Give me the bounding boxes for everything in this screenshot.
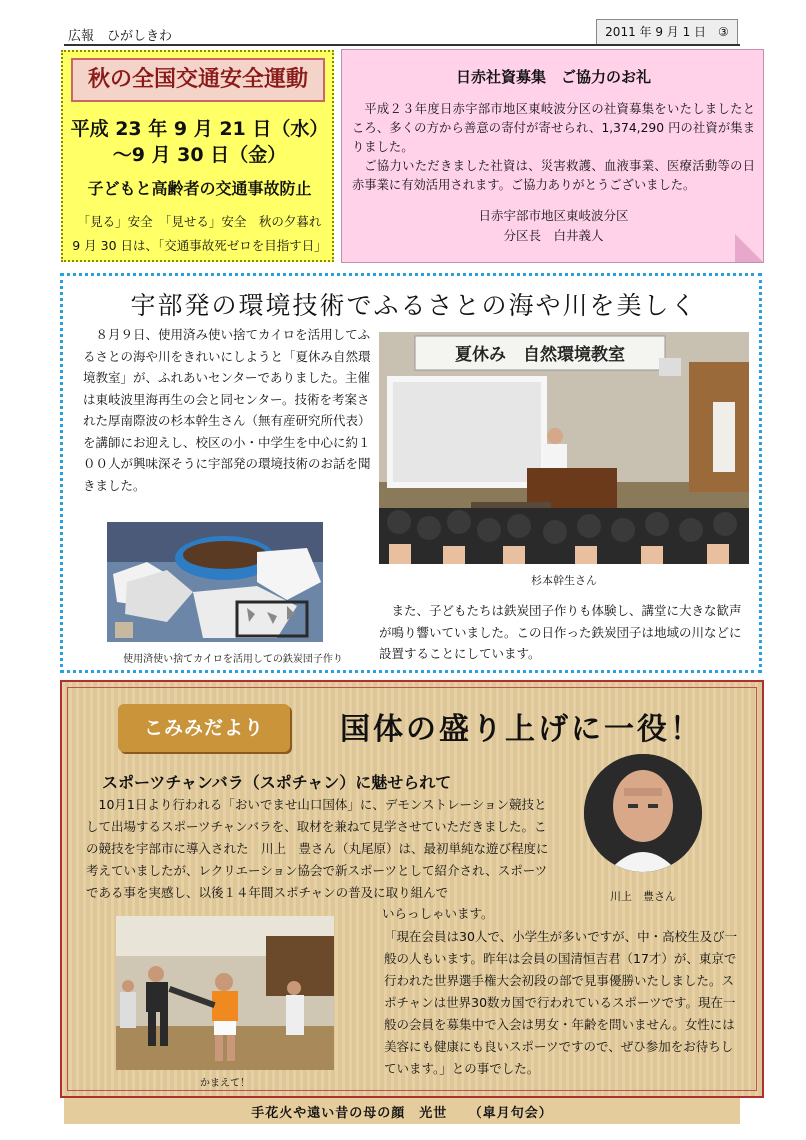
- community-badge: こみみだより: [118, 704, 290, 752]
- traffic-slogan: 子どもと高齢者の交通事故防止: [87, 179, 312, 198]
- header-divider: [64, 44, 740, 46]
- community-body-cont: いらっしゃいます。: [382, 906, 494, 921]
- red-cross-org: 日赤宇部市地区東岐波分区: [478, 208, 629, 223]
- traffic-safety-title: 秋の全国交通安全運動: [71, 58, 325, 102]
- issue-date: 2011 年 9 月 1 日 ③: [596, 19, 738, 45]
- sports-photo-caption: かまえて！: [200, 1078, 250, 1089]
- community-subtitle: スポーツチャンバラ（スポチャン）に魅せられて: [102, 773, 452, 792]
- red-cross-signer: 分区長 白井義人: [503, 228, 604, 243]
- community-body-2: [384, 926, 744, 1080]
- environment-body-2: [379, 600, 751, 665]
- community-title: 国体の盛り上げに一役！: [340, 712, 703, 747]
- page-curl-decoration: [735, 234, 763, 262]
- photo-caption-lecturer: 杉本幹生さん: [531, 574, 597, 587]
- environment-para-1: ８月９日、使用済み使い捨てカイロを活用してふるさとの海や川をきれいにしようと「夏休み自然環境教室」が、ふれあいセンターでありました。主催は東岐波里海再生の会と同センター。技術を考案された厚南際波の杉本幹生さん（無有産研究所代表）を講師にお迎えし、校区の小・中学生を中心に約１００人が興味深そうに宇部発の環境技術のお話を聞きました。: [83, 327, 371, 493]
- community-news-section: [60, 680, 764, 1098]
- environment-title: 宇部発の環境技術でふるさとの海や川を美しく: [130, 291, 698, 320]
- sports-chanbara-photo: [116, 916, 334, 1070]
- red-cross-para-2: ご協力いただきました社資は、災害救護、血液事業、医療活動等の日赤事業に有効活用されます。ご協力ありがとうございました。: [352, 159, 755, 192]
- red-cross-para-1: 平成２３年度日赤宇部市地区東岐波分区の社資募集をいたしましたところ、多くの方から善意の寄付が寄せられ、1,374,290 円の社資が集まりました。: [352, 102, 755, 154]
- portrait-caption: 川上 豊さん: [610, 890, 676, 903]
- newsletter-name: 広報 ひがしきわ: [68, 29, 173, 44]
- red-cross-thanks-box: [341, 49, 764, 263]
- red-cross-body: [352, 100, 755, 195]
- community-body-1: [86, 794, 554, 904]
- photo-caption-dumplings: 使用済使い捨てカイロを活用しての鉄炭団子作り: [123, 654, 343, 665]
- banner-text: 夏休み 自然環境教室: [455, 345, 625, 365]
- traffic-date-end: ～9 月 30 日（金）: [112, 144, 287, 166]
- portrait-photo: [584, 754, 702, 872]
- traffic-date-start: 平成 23 年 9 月 21 日（水）: [70, 118, 329, 140]
- iron-charcoal-dumpling-photo: [107, 522, 323, 642]
- environment-para-2: また、子どもたちは鉄炭団子作りも体験し、講堂に大きな歓声が鳴り響いていました。この日作った鉄炭団子は地域の川などに設置することにしています。: [379, 603, 742, 661]
- environment-body-1: [83, 324, 373, 496]
- environment-section: [60, 273, 762, 673]
- traffic-line-1: 「見る」安全 「見せる」安全 秋の夕暮れ: [77, 214, 322, 229]
- haiku-line: 手花火や遠い昔の母の顔 光世 （皐月句会）: [251, 1106, 553, 1121]
- red-cross-title: 日赤社資募集 ご協力のお礼: [455, 68, 651, 86]
- traffic-safety-box: [61, 50, 334, 262]
- community-para-1: 10月1日より行われる「おいでませ山口国体」に、デモンストレーション競技として出場するスポーツチャンバラを、取材を兼ねて見学させていただきました。この競技を宇部市に導入された 川上 豊さん（丸尾原）は、最初単純な遊び程度に考えていましたが、レクリエーション協会で新スポーツとして紹介され、スポーツである事を実感し、以後１４年間スポチャンの普及に取り組んで: [86, 797, 549, 900]
- community-quote: 「現在会員は30人で、小学生が多いですが、中・高校生及び一般の人もいます。昨年は会員の国清恒吉君（17才）が、東京で行われた世界選手権大会初段の部で見事優勝いたしました。スポチャンは世界30数カ国で行われているスポーツです。現在一般の会員を募集中で入会は男女・年齢を問いません。女性には美容にも健康にも良いスポーツですので、ぜひ参加をお待ちしています。」との事でした。: [384, 929, 738, 1076]
- traffic-line-2: 9 月 30 日は、「交通事故死ゼロを目指す日」: [72, 238, 327, 253]
- lecture-photo: [379, 332, 749, 564]
